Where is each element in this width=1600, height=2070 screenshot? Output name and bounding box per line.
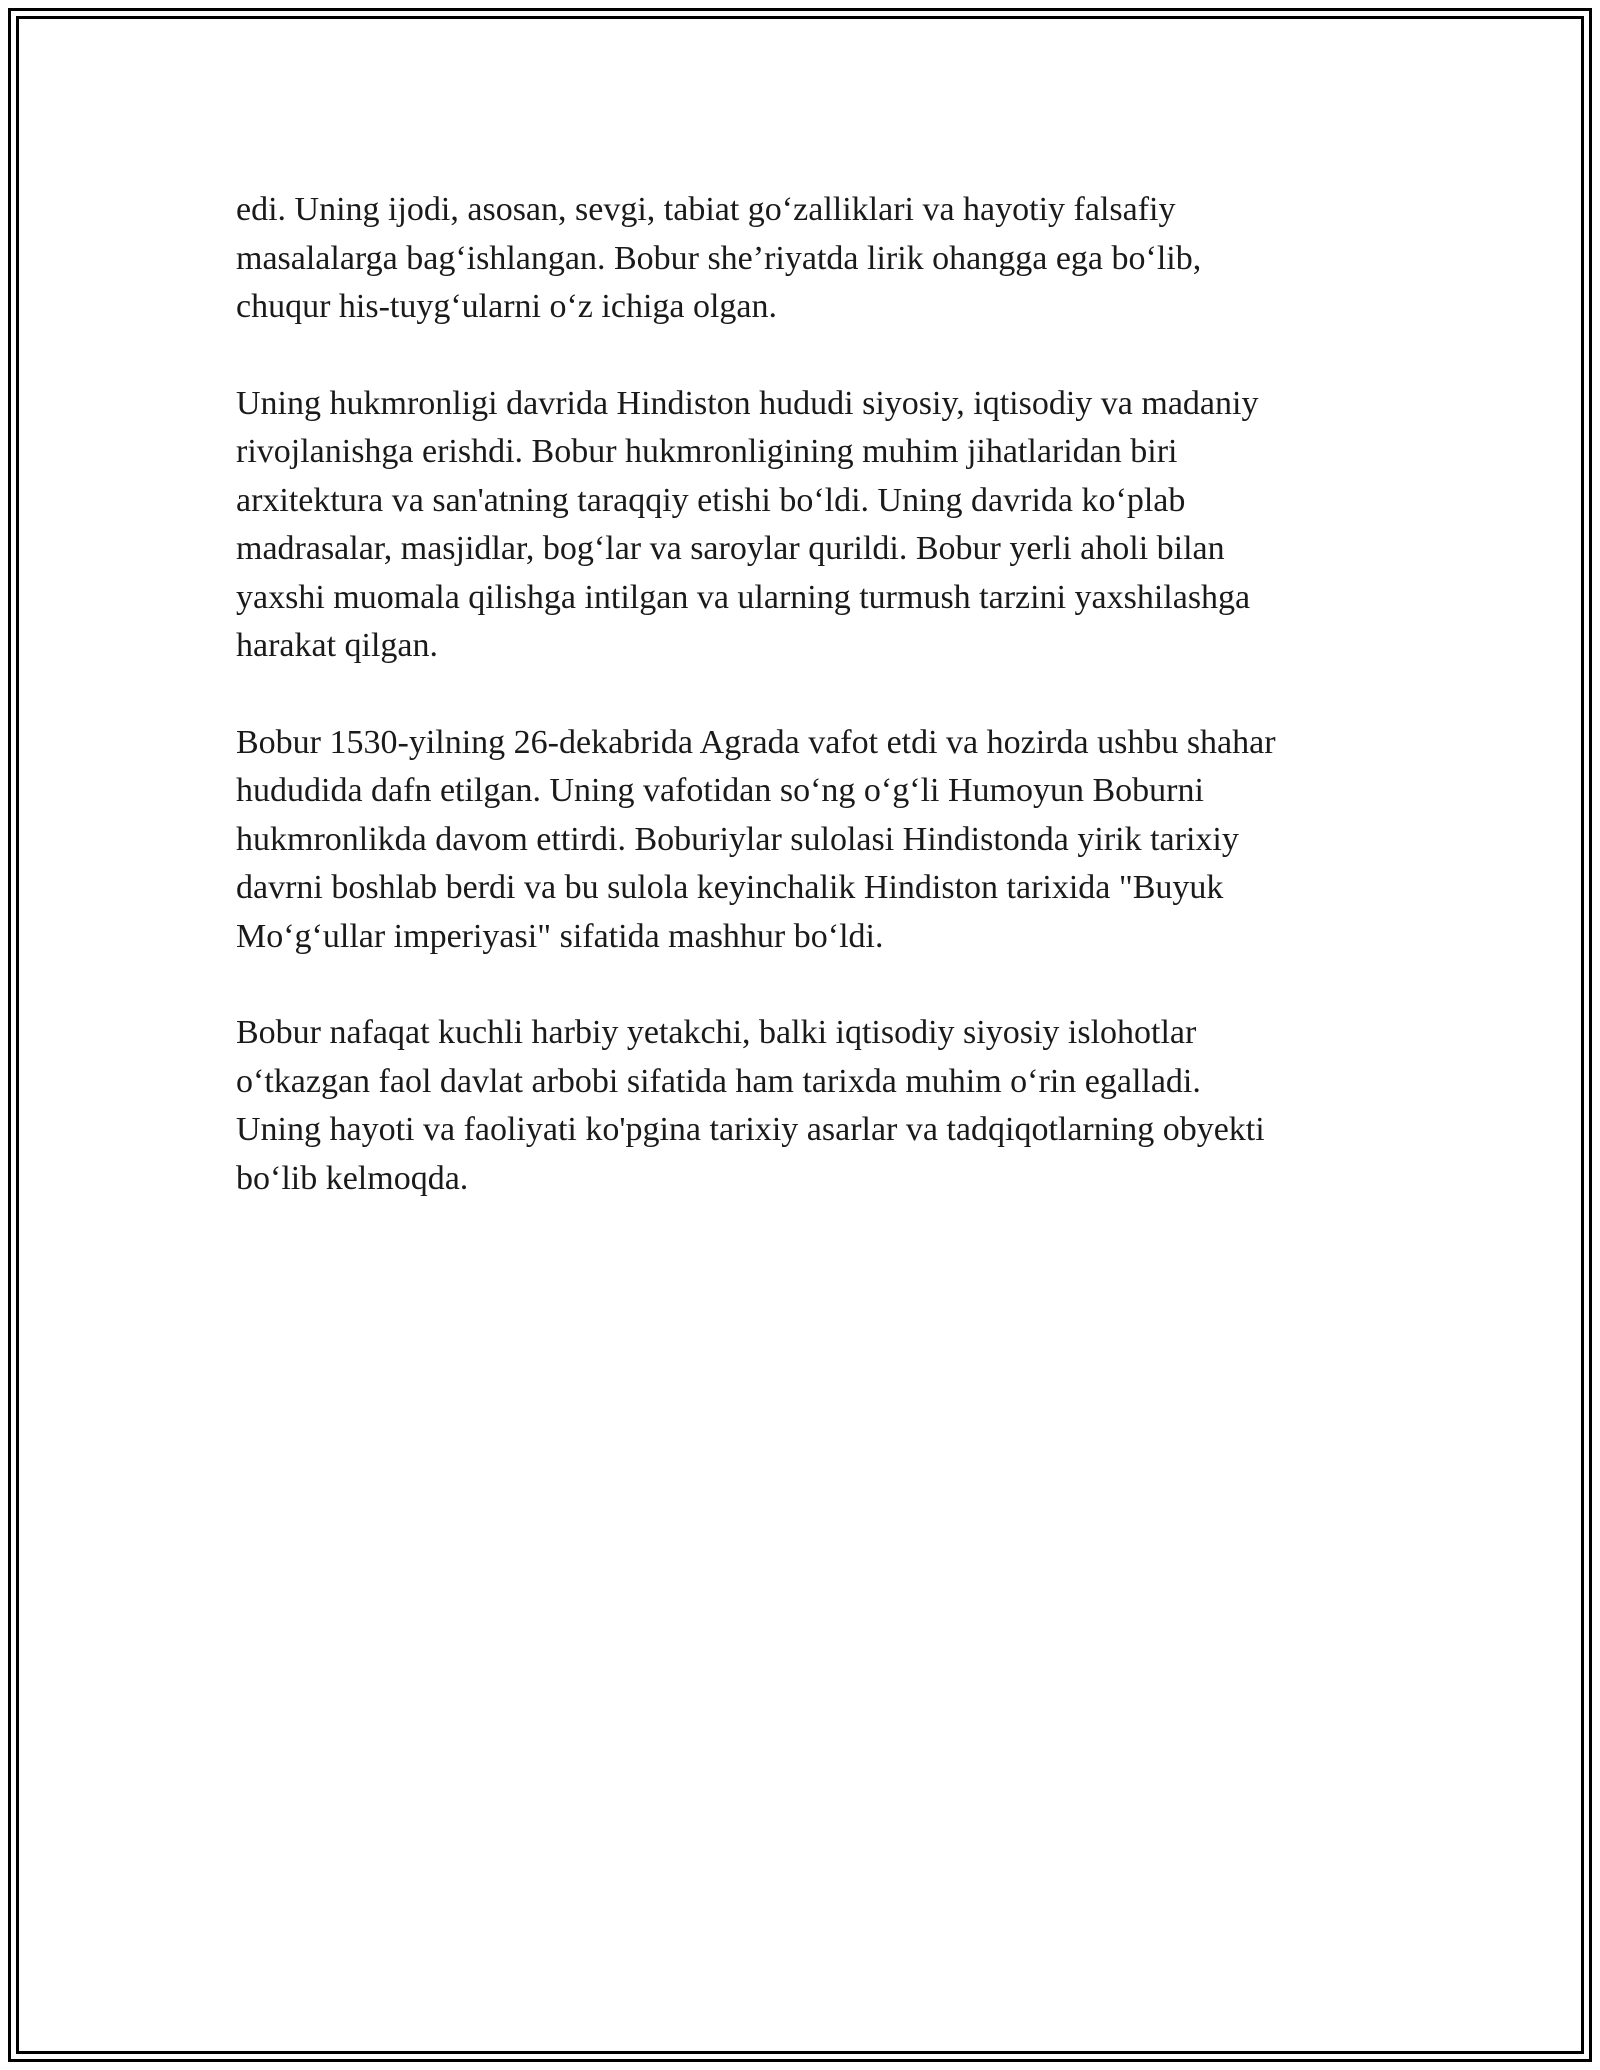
paragraph-3: [236, 719, 1376, 962]
text-line: masalalarga bag‘ishlangan. Bobur she’riyatda lirik ohangga ega bo‘lib,: [236, 239, 1202, 277]
text-line: hududida dafn etilgan. Uning vafotidan so‘ng o‘g‘li Humoyun Boburni: [236, 772, 1204, 809]
text-line: davrni boshlab berdi va bu sulola keyinchalik Hindiston tarixida "Buyuk: [236, 869, 1224, 906]
text-line: Uning hukmronligi davrida Hindiston hududi siyosiy, iqtisodiy va madaniy: [236, 384, 1259, 422]
text-line: yaxshi muomala qilishga intilgan va ularning turmush tarzini yaxshilashga: [236, 578, 1251, 616]
paragraph-2: [236, 380, 1376, 671]
text-line: madrasalar, masjidlar, bog‘lar va saroylar qurildi. Bobur yerli aholi bilan: [236, 530, 1225, 567]
text-line: harakat qilgan.: [236, 627, 439, 664]
text-line: arxitektura va san'atning taraqqiy etishi bo‘ldi. Uning davrida ko‘plab: [236, 481, 1186, 519]
text-line: Mo‘g‘ullar imperiyasi" sifatida mashhur bo‘ldi.: [236, 917, 884, 955]
text-line: chuqur his-tuyg‘ularni o‘z ichiga olgan.: [236, 288, 778, 325]
text-line: rivojlanishga erishdi. Bobur hukmronligining muhim jihatlaridan biri: [236, 433, 1178, 470]
text-line: Bobur nafaqat kuchli harbiy yetakchi, balki iqtisodiy siyosiy islohotlar: [236, 1014, 1197, 1051]
text-line: hukmronlikda davom ettirdi. Boburiylar sulolasi Hindistonda yirik tarixiy: [236, 820, 1239, 858]
text-line: Uning hayoti va faoliyati ko'pgina tarixiy asarlar va tadqiqotlarning obyekti: [236, 1111, 1265, 1148]
document-body: [236, 186, 1376, 1251]
paragraph-4: [236, 1009, 1376, 1203]
text-line: bo‘lib kelmoqda.: [236, 1159, 469, 1197]
paragraph-1: [236, 186, 1376, 332]
text-line: o‘tkazgan faol davlat arbobi sifatida ham tarixda muhim o‘rin egalladi.: [236, 1062, 1201, 1100]
text-line: edi. Uning ijodi, asosan, sevgi, tabiat go‘zalliklari va hayotiy falsafiy: [236, 191, 1176, 228]
text-line: Bobur 1530-yilning 26-dekabrida Agrada vafot etdi va hozirda ushbu shahar: [236, 723, 1276, 761]
